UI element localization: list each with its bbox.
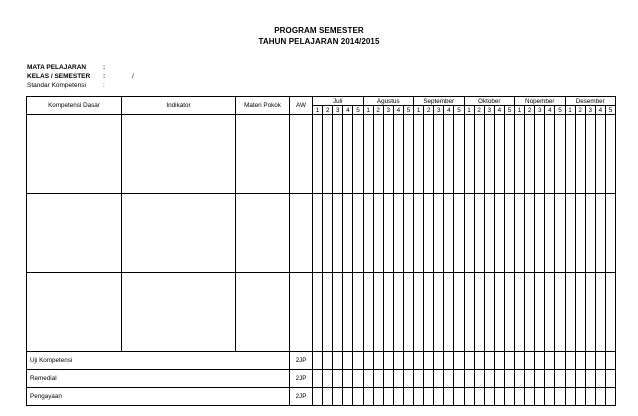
kompetensi-dasar-cell (27, 115, 122, 194)
week-cell (363, 194, 373, 273)
week-header: 4 (444, 106, 454, 115)
week-cell (585, 370, 595, 388)
week-cell (403, 115, 413, 194)
week-cell (464, 194, 474, 273)
week-cell (555, 273, 565, 352)
footer-row-label: Uji Kompetensi (27, 352, 290, 370)
week-cell (565, 194, 575, 273)
week-cell (545, 388, 555, 406)
week-cell (545, 115, 555, 194)
week-cell (555, 194, 565, 273)
week-header: 2 (373, 106, 383, 115)
meta-row-standar-kompetensi (27, 81, 119, 90)
week-cell (323, 370, 333, 388)
week-cell (575, 370, 585, 388)
week-cell (434, 352, 444, 370)
week-cell (474, 115, 484, 194)
week-cell (515, 370, 525, 388)
week-header: 1 (515, 106, 525, 115)
week-cell (393, 388, 403, 406)
week-cell (525, 194, 535, 273)
week-cell (504, 370, 514, 388)
content-row (27, 115, 616, 194)
week-header: 3 (535, 106, 545, 115)
month-header-nopember: Nopember (515, 97, 565, 106)
footer-row (27, 352, 616, 370)
week-cell (515, 115, 525, 194)
week-cell (585, 194, 595, 273)
kompetensi-dasar-cell (27, 194, 122, 273)
week-header: 1 (363, 106, 373, 115)
week-cell (383, 388, 393, 406)
content-row (27, 194, 616, 273)
week-cell (515, 194, 525, 273)
week-cell (363, 352, 373, 370)
week-cell (474, 273, 484, 352)
week-cell (494, 352, 504, 370)
week-cell (414, 352, 424, 370)
week-header: 3 (333, 106, 343, 115)
footer-row-label: Pengayaan (27, 388, 290, 406)
week-cell (565, 115, 575, 194)
month-header-oktober: Oktober (464, 97, 515, 106)
week-header: 3 (383, 106, 393, 115)
week-cell (323, 115, 333, 194)
week-cell (454, 115, 464, 194)
week-cell (363, 273, 373, 352)
week-cell (313, 194, 323, 273)
week-header: 5 (353, 106, 363, 115)
week-cell (444, 352, 454, 370)
week-cell (403, 388, 413, 406)
content-row (27, 273, 616, 352)
week-cell (525, 273, 535, 352)
week-cell (474, 194, 484, 273)
week-cell (605, 194, 615, 273)
week-cell (353, 352, 363, 370)
week-cell (313, 352, 323, 370)
week-cell (373, 352, 383, 370)
week-header: 5 (555, 106, 565, 115)
week-cell (494, 115, 504, 194)
month-header-juli: Juli (313, 97, 364, 106)
col-header-materi-pokok: Materi Pokok (236, 97, 290, 115)
kelas-semester-slash: / (132, 73, 134, 80)
meta-row-mata-pelajaran (27, 63, 119, 72)
week-cell (545, 194, 555, 273)
week-header: 5 (454, 106, 464, 115)
week-cell (383, 352, 393, 370)
week-header: 4 (343, 106, 353, 115)
week-cell (393, 370, 403, 388)
kelas-semester-label: KELAS / SEMESTER (27, 73, 91, 80)
week-cell (454, 352, 464, 370)
week-cell (504, 388, 514, 406)
week-cell (605, 273, 615, 352)
week-cell (414, 194, 424, 273)
week-header: 1 (464, 106, 474, 115)
week-header: 1 (313, 106, 323, 115)
week-cell (464, 273, 474, 352)
week-cell (444, 388, 454, 406)
week-cell (434, 370, 444, 388)
week-header: 2 (575, 106, 585, 115)
week-cell (333, 352, 343, 370)
week-cell (323, 273, 333, 352)
week-cell (595, 370, 605, 388)
week-cell (555, 352, 565, 370)
week-cell (444, 115, 454, 194)
week-cell (343, 388, 353, 406)
week-cell (535, 388, 545, 406)
week-cell (484, 194, 494, 273)
week-cell (363, 370, 373, 388)
week-header: 4 (595, 106, 605, 115)
materi-pokok-cell (236, 273, 290, 352)
week-cell (484, 273, 494, 352)
week-cell (343, 352, 353, 370)
week-cell (565, 273, 575, 352)
week-cell (424, 352, 434, 370)
week-cell (454, 194, 464, 273)
week-cell (434, 115, 444, 194)
week-cell (393, 273, 403, 352)
week-cell (525, 388, 535, 406)
week-cell (393, 352, 403, 370)
week-cell (545, 273, 555, 352)
week-cell (313, 388, 323, 406)
week-cell (474, 388, 484, 406)
mata-pelajaran-colon: : (103, 64, 106, 71)
aw-cell (290, 194, 313, 273)
week-cell (403, 352, 413, 370)
week-cell (504, 352, 514, 370)
week-cell (424, 273, 434, 352)
week-cell (504, 273, 514, 352)
week-cell (333, 115, 343, 194)
week-cell (403, 370, 413, 388)
week-header: 4 (393, 106, 403, 115)
footer-row-jp: 2JP (290, 388, 313, 406)
week-header: 1 (414, 106, 424, 115)
week-cell (535, 370, 545, 388)
week-cell (373, 194, 383, 273)
kelas-semester-colon: : (103, 73, 106, 80)
week-cell (414, 388, 424, 406)
week-cell (474, 352, 484, 370)
week-cell (575, 115, 585, 194)
week-cell (535, 194, 545, 273)
week-cell (484, 388, 494, 406)
week-cell (353, 388, 363, 406)
week-cell (494, 273, 504, 352)
week-cell (343, 370, 353, 388)
col-header-indikator: Indikator (122, 97, 236, 115)
materi-pokok-cell (236, 194, 290, 273)
week-cell (414, 273, 424, 352)
week-cell (424, 388, 434, 406)
week-cell (333, 388, 343, 406)
week-cell (605, 352, 615, 370)
month-header-agustus: Agustus (363, 97, 413, 106)
week-cell (434, 388, 444, 406)
week-cell (373, 115, 383, 194)
footer-row-label: Remedial (27, 370, 290, 388)
week-cell (474, 370, 484, 388)
week-cell (464, 352, 474, 370)
week-header: 3 (434, 106, 444, 115)
week-cell (454, 370, 464, 388)
month-header-row (27, 97, 616, 106)
week-cell (525, 115, 535, 194)
week-cell (585, 273, 595, 352)
document-subtitle: TAHUN PELAJARAN 2014/2015 (258, 37, 380, 46)
week-cell (545, 370, 555, 388)
week-cell (595, 352, 605, 370)
week-cell (525, 370, 535, 388)
week-cell (494, 388, 504, 406)
week-cell (545, 352, 555, 370)
week-cell (515, 352, 525, 370)
week-header: 5 (504, 106, 514, 115)
week-cell (403, 273, 413, 352)
week-cell (504, 115, 514, 194)
week-cell (434, 273, 444, 352)
week-cell (323, 388, 333, 406)
week-header: 2 (424, 106, 434, 115)
footer-row-jp: 2JP (290, 370, 313, 388)
mata-pelajaran-label: MATA PELAJARAN (27, 64, 87, 71)
week-cell (464, 115, 474, 194)
week-cell (373, 273, 383, 352)
week-cell (555, 370, 565, 388)
document-title: PROGRAM SEMESTER (274, 26, 364, 35)
week-header: 1 (565, 106, 575, 115)
week-cell (383, 194, 393, 273)
col-header-kompetensi-dasar: Kompetensi Dasar (27, 97, 122, 115)
week-cell (383, 273, 393, 352)
week-cell (313, 115, 323, 194)
week-cell (313, 370, 323, 388)
week-cell (555, 388, 565, 406)
week-cell (403, 194, 413, 273)
kompetensi-dasar-cell (27, 273, 122, 352)
week-cell (343, 194, 353, 273)
week-header: 3 (484, 106, 494, 115)
week-cell (494, 370, 504, 388)
week-cell (575, 273, 585, 352)
week-cell (383, 370, 393, 388)
week-cell (323, 194, 333, 273)
week-cell (363, 115, 373, 194)
program-semester-table (26, 96, 616, 406)
week-cell (575, 194, 585, 273)
materi-pokok-cell (236, 115, 290, 194)
week-cell (393, 194, 403, 273)
week-cell (323, 352, 333, 370)
month-header-september: September (414, 97, 464, 106)
week-cell (383, 115, 393, 194)
week-cell (333, 194, 343, 273)
week-cell (353, 115, 363, 194)
week-cell (605, 115, 615, 194)
week-cell (565, 388, 575, 406)
week-cell (424, 194, 434, 273)
week-header: 5 (605, 106, 615, 115)
week-cell (464, 388, 474, 406)
month-header-desember: Desember (565, 97, 616, 106)
week-cell (434, 194, 444, 273)
week-cell (363, 388, 373, 406)
footer-row-jp: 2JP (290, 352, 313, 370)
week-cell (535, 273, 545, 352)
standar-kompetensi-colon: : (103, 82, 105, 89)
week-cell (494, 194, 504, 273)
week-cell (444, 273, 454, 352)
week-header: 2 (474, 106, 484, 115)
footer-row (27, 388, 616, 406)
week-cell (585, 352, 595, 370)
week-cell (595, 273, 605, 352)
week-header: 3 (585, 106, 595, 115)
week-cell (575, 388, 585, 406)
week-cell (595, 194, 605, 273)
week-cell (535, 352, 545, 370)
week-cell (595, 115, 605, 194)
week-cell (484, 352, 494, 370)
week-cell (605, 370, 615, 388)
week-cell (525, 352, 535, 370)
week-cell (333, 370, 343, 388)
week-cell (585, 388, 595, 406)
week-cell (484, 370, 494, 388)
week-cell (555, 115, 565, 194)
week-cell (313, 273, 323, 352)
standar-kompetensi-label: Standar Kompetensi (27, 82, 86, 89)
meta-block (27, 63, 134, 90)
week-cell (373, 388, 383, 406)
week-cell (373, 370, 383, 388)
week-cell (535, 115, 545, 194)
week-cell (515, 388, 525, 406)
indikator-cell (122, 115, 236, 194)
week-header: 2 (525, 106, 535, 115)
meta-row-kelas-semester (27, 72, 134, 81)
week-header: 5 (403, 106, 413, 115)
week-cell (393, 115, 403, 194)
week-cell (444, 370, 454, 388)
week-header: 4 (494, 106, 504, 115)
week-cell (595, 388, 605, 406)
indikator-cell (122, 194, 236, 273)
week-cell (585, 115, 595, 194)
week-cell (454, 273, 464, 352)
aw-cell (290, 273, 313, 352)
week-cell (464, 370, 474, 388)
week-cell (484, 115, 494, 194)
week-cell (414, 370, 424, 388)
week-cell (605, 388, 615, 406)
week-cell (353, 273, 363, 352)
week-cell (343, 273, 353, 352)
week-cell (515, 273, 525, 352)
week-cell (424, 370, 434, 388)
week-cell (353, 194, 363, 273)
indikator-cell (122, 273, 236, 352)
week-cell (424, 115, 434, 194)
footer-row (27, 370, 616, 388)
week-cell (353, 370, 363, 388)
week-cell (454, 388, 464, 406)
week-cell (343, 115, 353, 194)
week-cell (575, 352, 585, 370)
aw-cell (290, 115, 313, 194)
week-header: 2 (323, 106, 333, 115)
week-cell (444, 194, 454, 273)
week-cell (333, 273, 343, 352)
week-cell (414, 115, 424, 194)
week-cell (565, 370, 575, 388)
col-header-aw: AW (290, 97, 313, 115)
week-header: 4 (545, 106, 555, 115)
week-cell (565, 352, 575, 370)
week-cell (504, 194, 514, 273)
